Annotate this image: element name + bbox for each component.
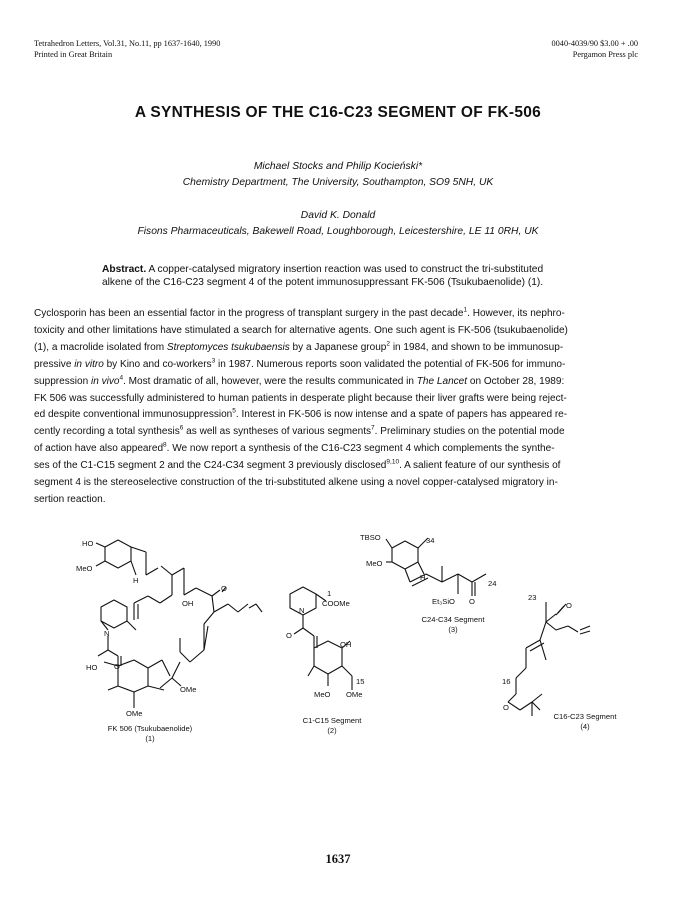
text-run: . A salient feature of our synthesis of bbox=[399, 460, 561, 472]
affiliation-secondary: Fisons Pharmaceuticals, Bakewell Road, Loughborough, Leicestershire, LE 11 0RH, UK bbox=[137, 226, 539, 237]
atom-label: H bbox=[133, 576, 139, 585]
publisher-line: Pergamon Press plc bbox=[572, 50, 638, 59]
text-line: FK 506 was successfully administered to human patients in desperate plight because their liver grafts were being reject- bbox=[34, 392, 567, 404]
italic-run: in vivo bbox=[90, 375, 120, 387]
caption-text: FK 506 (Tsukubaenolide) bbox=[107, 724, 193, 733]
italic-run: The Lancet bbox=[416, 375, 468, 387]
structure-c24-c34 bbox=[386, 538, 486, 596]
text-run: by Kino and co-workers bbox=[103, 358, 212, 370]
atom-label: O bbox=[286, 631, 292, 640]
abstract-line: A copper-catalysed migratory insertion reaction was used to construct the tri-substituted bbox=[148, 264, 544, 275]
atom-label: Et₃SiO bbox=[432, 597, 455, 606]
paper-title: A SYNTHESIS OF THE C16-C23 SEGMENT OF FK-506 bbox=[134, 104, 542, 121]
atom-label: 15 bbox=[356, 677, 365, 686]
text-run: . However, its nephro- bbox=[467, 308, 565, 319]
text-line: sertion reaction. bbox=[34, 493, 106, 505]
reference-marker: 7 bbox=[371, 425, 375, 432]
atom-label: OH bbox=[182, 599, 194, 608]
atom-label: HO bbox=[86, 663, 98, 672]
structure-fk506 bbox=[96, 540, 262, 708]
abstract-line: alkene of the C16-C23 segment 4 of the potent immunosuppressant FK-506 (Tsukubaenolide) (1). bbox=[102, 276, 544, 288]
text-run: on October 28, 1989: bbox=[467, 375, 565, 387]
reference-marker: 2 bbox=[386, 340, 391, 348]
text-run: in 1984, and shown to be immunosup- bbox=[390, 341, 564, 353]
text-run: suppression bbox=[34, 375, 91, 387]
abstract-label: Abstract. bbox=[102, 264, 147, 275]
structure-c16-c23 bbox=[508, 602, 590, 716]
caption-text: C16-C23 Segment bbox=[553, 712, 617, 721]
citation-line: Tetrahedron Letters, Vol.31, No.11, pp 1637-1640, 1990 bbox=[34, 39, 221, 48]
atom-label: N bbox=[299, 606, 305, 615]
caption-structure-1 bbox=[80, 724, 220, 744]
atom-label: MeO bbox=[76, 564, 93, 573]
authors-secondary: David K. Donald bbox=[300, 210, 376, 221]
text-run: . We now report a synthesis of the C16-C23 segment 4 which complements the synthe- bbox=[166, 443, 555, 455]
atom-label: O bbox=[469, 597, 475, 606]
atom-label: COOMe bbox=[322, 599, 350, 608]
reference-marker: 3 bbox=[211, 357, 216, 365]
atom-label: MeO bbox=[366, 559, 383, 568]
text-run: . Preliminary studies on the potential mode bbox=[374, 426, 565, 438]
caption-text: C24-C34 Segment bbox=[421, 615, 485, 624]
reference-marker: 9,10 bbox=[386, 458, 400, 466]
printed-line: Printed in Great Britain bbox=[34, 50, 113, 59]
compound-number: (3) bbox=[448, 625, 458, 634]
text-run: by a Japanese group bbox=[289, 341, 387, 353]
text-run: as well as syntheses of various segments bbox=[183, 426, 372, 438]
atom-label: 23 bbox=[528, 593, 537, 602]
compound-number: (4) bbox=[580, 722, 590, 731]
caption-text: C1-C15 Segment bbox=[302, 716, 362, 725]
text-run: of action have also appeared bbox=[34, 443, 164, 455]
text-line: segment 4 is the stereoselective construction of the tri-substituted alkene using a novel copper-catalysed migratory in- bbox=[34, 477, 558, 489]
text-run: Cyclosporin has been an essential factor in the progress of transplant surgery in the past decade bbox=[34, 308, 464, 319]
caption-structure-4 bbox=[530, 712, 640, 732]
text-run: ed despite conventional immunosuppression bbox=[34, 409, 233, 421]
atom-label: H bbox=[420, 573, 426, 582]
atom-label: OMe bbox=[180, 685, 197, 694]
atom-label: OH bbox=[340, 640, 352, 649]
text-run: ses of the C1-C15 segment 2 and the C24-C34 segment 3 previously disclosed bbox=[34, 460, 387, 472]
italic-run: in vitro bbox=[74, 358, 104, 370]
reference-marker: 1 bbox=[463, 306, 468, 314]
text-run: . Most dramatic of all, however, were the results communicated in bbox=[123, 375, 417, 387]
atom-label: 24 bbox=[488, 579, 497, 588]
text-line: toxicity and other limitations have stimulated a search for alternative agents. One such agent is FK-506 (tsukubaenolide) bbox=[34, 324, 568, 336]
text-run: in 1987. Numerous reports soon validated the potential of FK-506 for immuno- bbox=[215, 358, 566, 370]
reference-marker: 4 bbox=[119, 374, 124, 382]
compound-number: (1) bbox=[145, 734, 155, 743]
atom-label: 16 bbox=[502, 677, 511, 686]
text-run: . Interest in FK-506 is now intense and a spate of papers has appeared re- bbox=[235, 409, 568, 421]
atom-label: O bbox=[503, 703, 509, 712]
reference-marker: 6 bbox=[179, 425, 184, 432]
atom-label: HO bbox=[82, 539, 94, 548]
atom-label: O bbox=[221, 584, 227, 593]
atom-label: 34 bbox=[426, 536, 435, 545]
authors-primary: Michael Stocks and Philip Kocieński* bbox=[253, 161, 423, 172]
atom-label: O bbox=[114, 662, 120, 671]
text-run: cently recording a total synthesis bbox=[34, 426, 180, 438]
atom-label: OMe bbox=[126, 709, 143, 718]
page-number: 1637 bbox=[325, 852, 351, 866]
compound-number: (2) bbox=[327, 726, 337, 735]
caption-structure-2 bbox=[272, 716, 392, 736]
italic-run: Streptomyces tsukubaensis bbox=[166, 341, 290, 353]
price-line: 0040-4039/90 $3.00 + .00 bbox=[551, 39, 638, 48]
text-run: pressive bbox=[34, 358, 75, 370]
caption-structure-3 bbox=[398, 615, 508, 635]
atom-label: MeO bbox=[314, 690, 331, 699]
affiliation-primary: Chemistry Department, The University, Southampton, SO9 5NH, UK bbox=[182, 177, 494, 188]
text-run: (1), a macrolide isolated from bbox=[34, 341, 167, 353]
atom-label: N bbox=[104, 629, 110, 638]
reference-marker: 5 bbox=[232, 408, 236, 416]
atom-label: 1 bbox=[327, 589, 332, 598]
atom-label: OMe bbox=[346, 690, 363, 699]
atom-label: O bbox=[566, 601, 572, 610]
atom-label: TBSO bbox=[360, 533, 381, 542]
reference-marker: 8 bbox=[163, 441, 167, 449]
